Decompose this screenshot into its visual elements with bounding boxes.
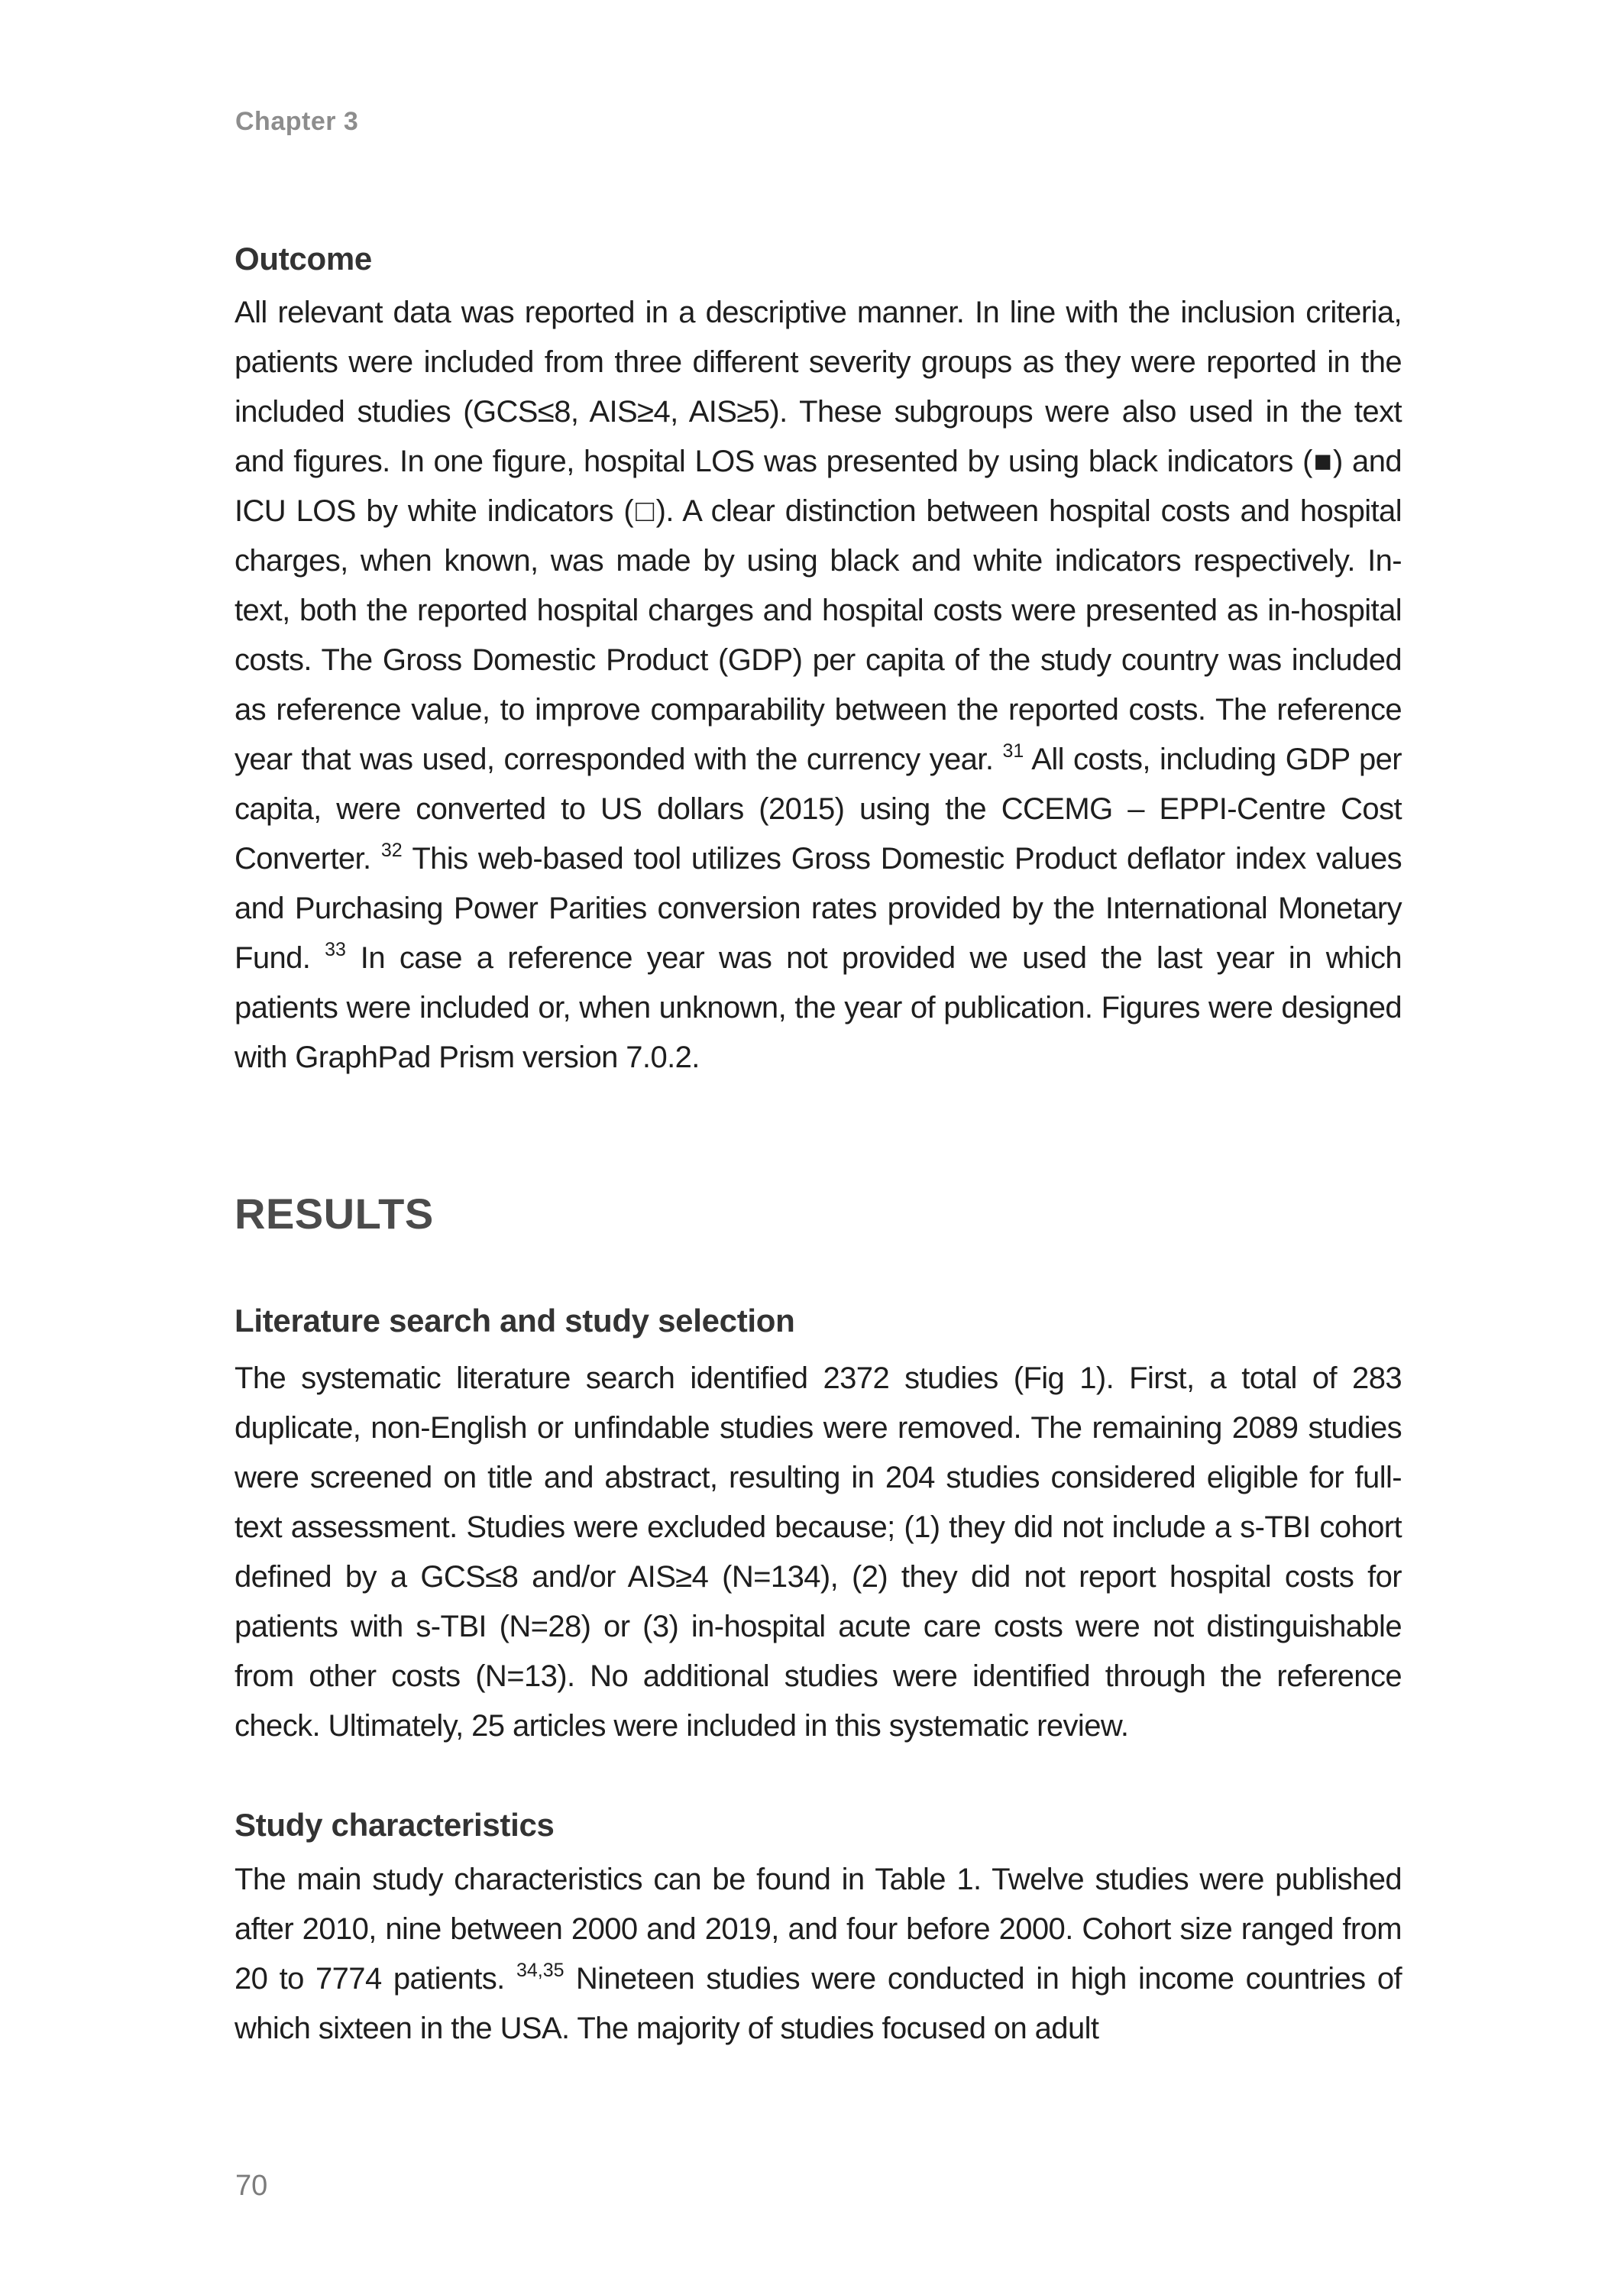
outcome-paragraph: All relevant data was reported in a descriptive manner. In line with the inclusion criteria, patients were included from three different severity groups as they were reported in the included studies (GCS≤8, AIS≥4, AIS≥5). These subgroups were also used in the text and figures. In one figure, hospital LOS was presented by using black indicators (■) and ICU LOS by white indicators (□). A clear distinction between hospital costs and hospital charges, when known, was made by using black and white indicators respectively. In-text, both the reported hospital charges and hospital costs were presented as in-hospital costs. The Gross Domestic Product (GDP) per capita of the study country was included as reference value, to improve comparability between the reported costs. The reference year that was used, corresponded with the currency year. $^{31}$ All costs, including GDP per capita, were converted to US dollars (2015) using the CCEMG – EPPI-Centre Cost Converter. $^{32}$ This web-based tool utilizes Gross Domestic Product deflator index values and Purchasing Power Parities conversion rates provided by the International Monetary Fund. $^{33}$ In case a reference year was not provided we used the last year in which patients were included or, when unknown, the year of publication. Figures were designed with GraphPad Prism version 7.0.2.	[235, 296, 1402, 1074]
literature-search-paragraph: The systematic literature search identified 2372 studies (Fig 1). First, a total of 283 duplicate, non-English or unfindable studies were removed. The remaining 2089 studies were screened on title and abstract, resulting in 204 studies considered eligible for full-text assessment. Studies were excluded because; (1) they did not include a s-TBI cohort defined by a GCS≤8 and/or AIS≥4 (N=134), (2) they did not report hospital costs for patients with s-TBI (N=28) or (3) in-hospital acute care costs were not distinguishable from other costs (N=13). No additional studies were identified through the reference check. Ultimately, 25 articles were included in this systematic review.	[235, 1361, 1402, 1743]
literature-search-heading: Literature search and study selection	[235, 1303, 795, 1339]
reference-superscript: 34,35	[516, 1960, 565, 1981]
page-number: 70	[235, 2170, 268, 2202]
outcome-heading: Outcome	[235, 241, 372, 277]
reference-superscript: 31	[1002, 740, 1024, 762]
reference-superscript: 33	[325, 939, 346, 960]
study-characteristics-paragraph: The main study characteristics can be found in Table 1. Twelve studies were published after 2010, nine between 2000 and 2019, and four before 2000. Cohort size ranged from 20 to 7774 patients. $^{34,35}$ Nineteen studies were conducted in high income countries of which sixteen in the USA. The majority of studies focused on adult	[235, 1863, 1402, 2045]
reference-superscript: 32	[380, 840, 403, 861]
results-section-title: RESULTS	[235, 1190, 434, 1238]
chapter-label: Chapter 3	[235, 107, 359, 136]
study-characteristics-heading: Study characteristics	[235, 1807, 555, 1843]
